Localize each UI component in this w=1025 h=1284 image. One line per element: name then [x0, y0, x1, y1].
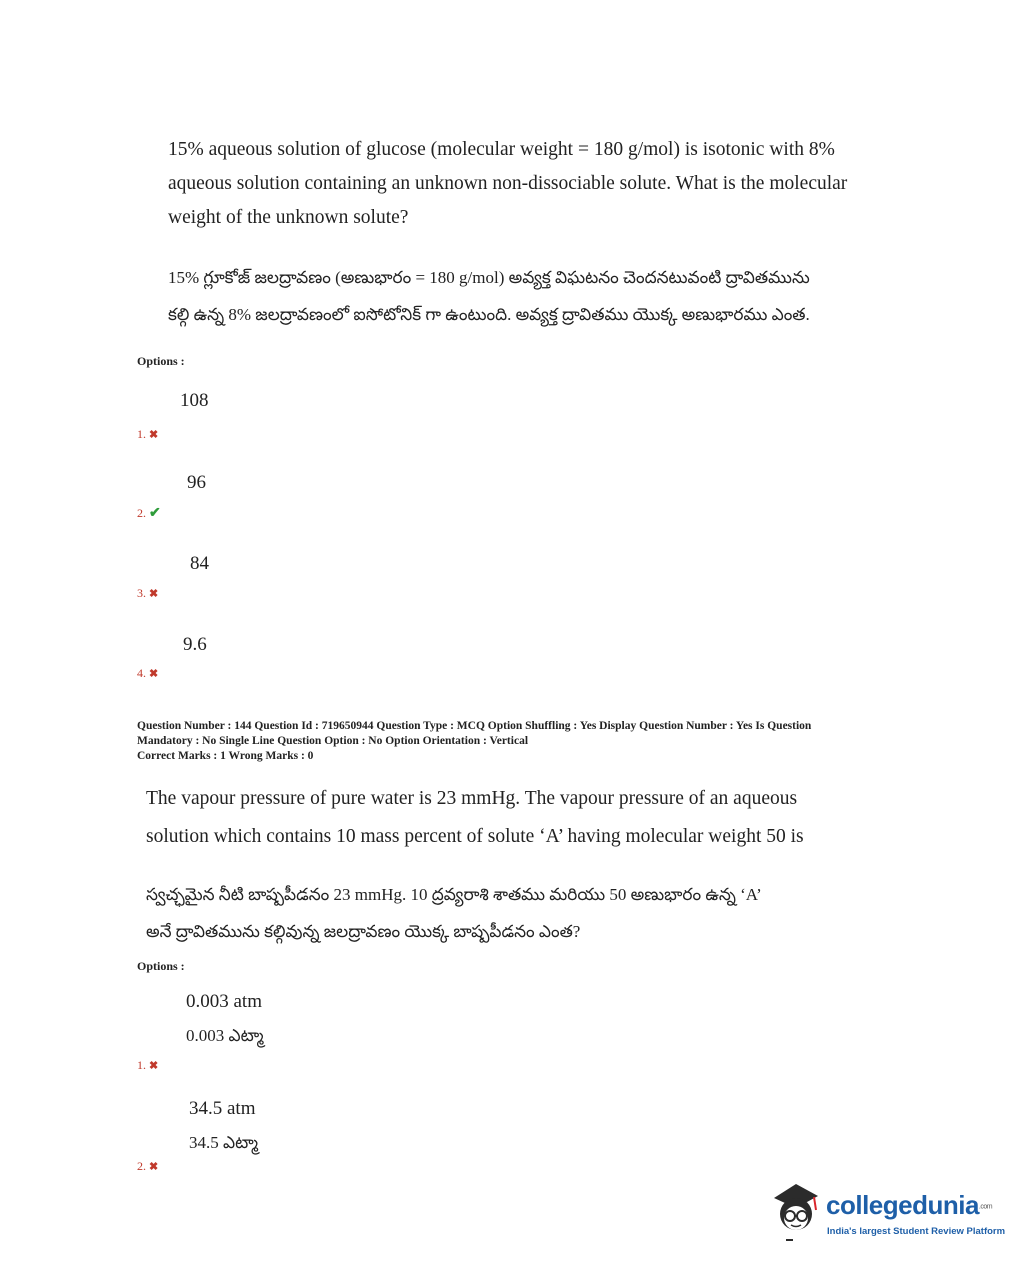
option-value-telugu: 0.003 ఎట్మా	[186, 1026, 264, 1045]
question-line: aqueous solution containing an unknown non-dissociable solute. What is the molecular	[168, 173, 848, 194]
option-number: 3.	[137, 586, 146, 600]
mascot-icon	[766, 1178, 826, 1244]
options-label: Options :	[137, 354, 185, 368]
wrong-icon: ✖	[149, 588, 159, 600]
option-number: 2.	[137, 506, 146, 520]
question-line: అనే ద్రావితమును కల్గివున్న జలద్రావణం యొక్క బాష్పపీడనం ఎంత?	[146, 922, 581, 941]
question-line: కల్గి ఉన్న 8% జలద్రావణంలో ఐసోటోనిక్ గా ఉంటుంది. అవ్యక్త ద్రావితము యొక్క అణుభారము ఎంత.	[168, 305, 810, 324]
option-number-row	[137, 425, 158, 443]
logo-wordmark	[826, 1190, 992, 1221]
logo-suffix: .com	[978, 1203, 993, 1211]
question-143-english	[168, 133, 882, 235]
option-value-telugu: 34.5 ఎట్మా	[189, 1133, 258, 1152]
question-line: 15% గ్లూకోజ్ జలద్రావణం (అణుభారం = 180 g/mol) అవ్యక్త విఘటనం చెందనటువంటి ద్రావితమును	[168, 268, 810, 287]
logo-tagline: India's largest Student Review Platform	[827, 1226, 1006, 1237]
meta-line: Mandatory : No Single Line Question Option : No Option Orientation : Vertical	[137, 735, 529, 747]
question-line: The vapour pressure of pure water is 23 mmHg. The vapour pressure of an aqueous	[146, 788, 798, 809]
question-143-telugu	[168, 259, 888, 333]
question-line: solution which contains 10 mass percent of solute ‘A’ having molecular weight 50 is	[146, 826, 804, 847]
question-line: 15% aqueous solution of glucose (molecular weight = 180 g/mol) is isotonic with 8%	[168, 139, 835, 160]
option-value[interactable]: 108	[180, 390, 209, 411]
option-value[interactable]: 84	[190, 553, 209, 574]
options-label: Options :	[137, 959, 185, 973]
option-number-row	[137, 664, 158, 682]
question-line: స్వచ్ఛమైన నీటి బాష్పపీడనం 23 mmHg. 10 ద్రవ్యరాశి శాతము మరియు 50 అణుభారం ఉన్న ‘A’	[146, 885, 762, 904]
option-number: 4.	[137, 666, 146, 680]
meta-line: Correct Marks : 1 Wrong Marks : 0	[137, 750, 314, 762]
option-value[interactable]: 9.6	[183, 634, 207, 655]
wrong-icon: ✖	[149, 1060, 159, 1072]
meta-line: Question Number : 144 Question Id : 719650944 Question Type : MCQ Option Shuffling : Yes Display Question Number : Yes Is Question	[137, 720, 812, 732]
question-144-meta	[137, 719, 897, 764]
option-value[interactable]: 0.003 atm	[186, 991, 262, 1012]
option-number-row	[137, 1056, 158, 1074]
question-144-telugu	[146, 876, 866, 950]
option-number-row	[137, 1157, 158, 1175]
option-number-row	[137, 584, 158, 602]
option-number: 2.	[137, 1159, 146, 1173]
collegedunia-logo[interactable]	[766, 1178, 1006, 1248]
wrong-icon: ✖	[149, 429, 159, 441]
wrong-icon: ✖	[149, 1161, 159, 1173]
option-number: 1.	[137, 1058, 146, 1072]
correct-icon: ✔	[149, 506, 161, 521]
option-value[interactable]: 34.5 atm	[189, 1098, 256, 1119]
option-value[interactable]: 96	[187, 472, 206, 493]
question-line: weight of the unknown solute?	[168, 207, 409, 228]
wrong-icon: ✖	[149, 668, 159, 680]
option-number: 1.	[137, 427, 146, 441]
option-number-row	[137, 504, 161, 522]
question-144-english	[146, 780, 860, 856]
logo-name: collegedunia	[826, 1190, 979, 1220]
